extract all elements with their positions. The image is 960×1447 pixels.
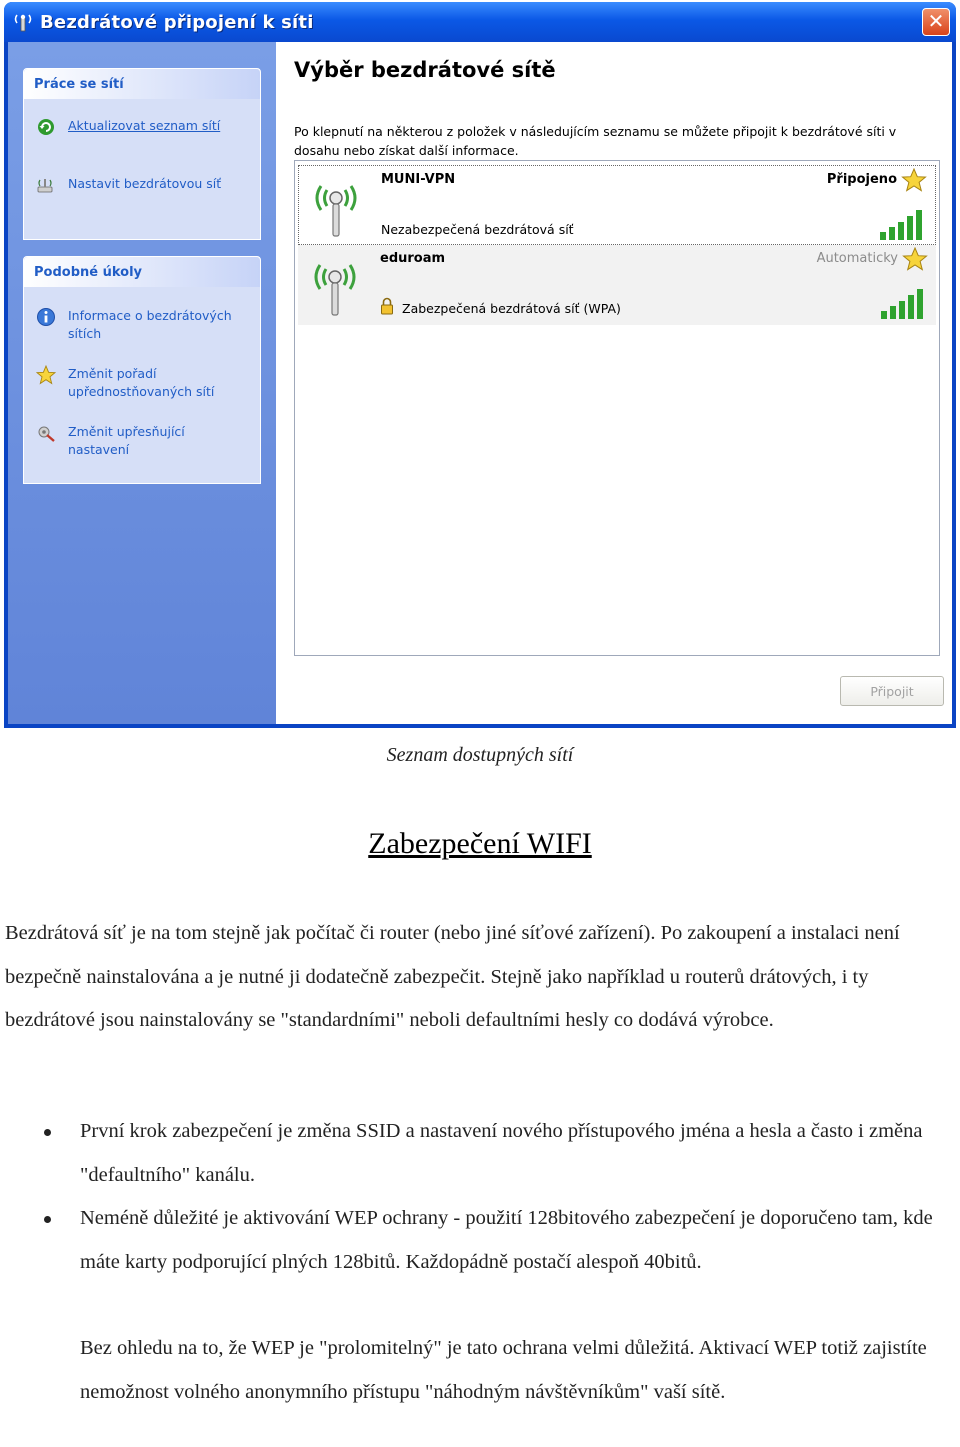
bullet-item: První krok zabezpečení je změna SSID a nastavení nového přístupového jména a hesla a často i změna "defaultního" kanálu. [80, 1120, 923, 1186]
setup-network-icon [36, 175, 56, 195]
wireless-antenna-icon [308, 255, 362, 317]
refresh-network-list-label: Aktualizovat seznam sítí [68, 118, 221, 133]
refresh-network-list-link[interactable] [36, 117, 256, 139]
bullet-dot [44, 1129, 51, 1136]
info-icon [36, 307, 56, 327]
wireless-icon [12, 12, 34, 32]
wireless-info-link[interactable] [36, 307, 256, 347]
pane-heading: Výběr bezdrátové sítě [294, 58, 556, 82]
bullet-dot [44, 1216, 51, 1223]
related-tasks-header: Podobné úkoly [24, 257, 260, 287]
change-preferred-order-label: Změnit pořadí upřednostňovaných sítí [68, 366, 215, 399]
network-selection-pane [276, 42, 952, 724]
window-client-area [8, 42, 952, 724]
network-list[interactable] [294, 160, 940, 656]
network-status: Připojeno [826, 172, 897, 187]
preferred-star-icon [901, 168, 927, 192]
title-bar[interactable] [4, 2, 956, 42]
close-button[interactable]: ✕ [922, 8, 950, 36]
lock-icon [380, 297, 394, 315]
setup-wireless-link[interactable] [36, 175, 256, 197]
advanced-settings-link[interactable] [36, 423, 256, 463]
bullet-item: Neméně důležité je aktivování WEP ochrany - použití 128bitového zabezpečení je doporučeno tam, kde máte karty podporující plných 128bitů. Každopádně postačí alespoň 40bitů. [80, 1207, 933, 1273]
connect-button[interactable]: Připojit [840, 676, 944, 706]
signal-strength-icon [880, 289, 928, 319]
wireless-info-label: Informace o bezdrátových sítích [68, 308, 232, 341]
network-tasks-panel [23, 68, 261, 240]
preferred-star-icon [902, 247, 928, 271]
figure-caption: Seznam dostupných sítí [386, 744, 574, 766]
network-security: Zabezpečená bezdrátová síť (WPA) [402, 301, 621, 316]
star-icon [36, 365, 56, 385]
advanced-settings-label: Změnit upřesňující nastavení [68, 424, 185, 457]
refresh-icon [36, 117, 56, 137]
wireless-antenna-icon [309, 176, 363, 238]
network-tasks-header: Práce se sítí [24, 69, 260, 99]
window-title: Bezdrátové připojení k síti [40, 12, 314, 33]
continuation-paragraph: Bez ohledu na to, že WEP je "prolomitelný" je tato ochrana velmi důležitá. Aktivací WEP totiž zajistíte nemožnost volného anonymního přístupu "náhodným návštěvníkům" vaší sítě. [80, 1337, 927, 1403]
pane-intro-text: Po klepnutí na některou z položek v následujícím seznamu se můžete připojit k bezdrátové síti v dosahu nebo získat další informace. [294, 124, 897, 158]
settings-icon [36, 423, 56, 443]
related-tasks-panel [23, 256, 261, 484]
wireless-connection-window [4, 2, 956, 728]
signal-strength-icon [879, 210, 927, 240]
task-pane [8, 42, 276, 724]
body-paragraph: Bezdrátová síť je na tom stejně jak počítač či router (nebo jiné síťové zařízení). Po zakoupení a instalaci není bezpečně nainstalována a je nutné ji dodatečně zabezpečit. Stejně jako například u routerů drátových, i ty bezdrátové jsou nainstalovány se "standardními" neboli defaultními hesly co dodává výrobce. [5, 922, 900, 1031]
network-item[interactable] [298, 245, 936, 325]
setup-wireless-label: Nastavit bezdrátovou síť [68, 176, 222, 191]
change-preferred-order-link[interactable] [36, 365, 256, 405]
section-title: Zabezpečení WIFI [368, 827, 592, 860]
network-security: Nezabezpečená bezdrátová síť [381, 222, 574, 237]
network-status: Automaticky [816, 251, 898, 266]
network-ssid: eduroam [380, 251, 446, 266]
network-item[interactable] [298, 165, 936, 245]
network-ssid: MUNI-VPN [381, 172, 456, 187]
